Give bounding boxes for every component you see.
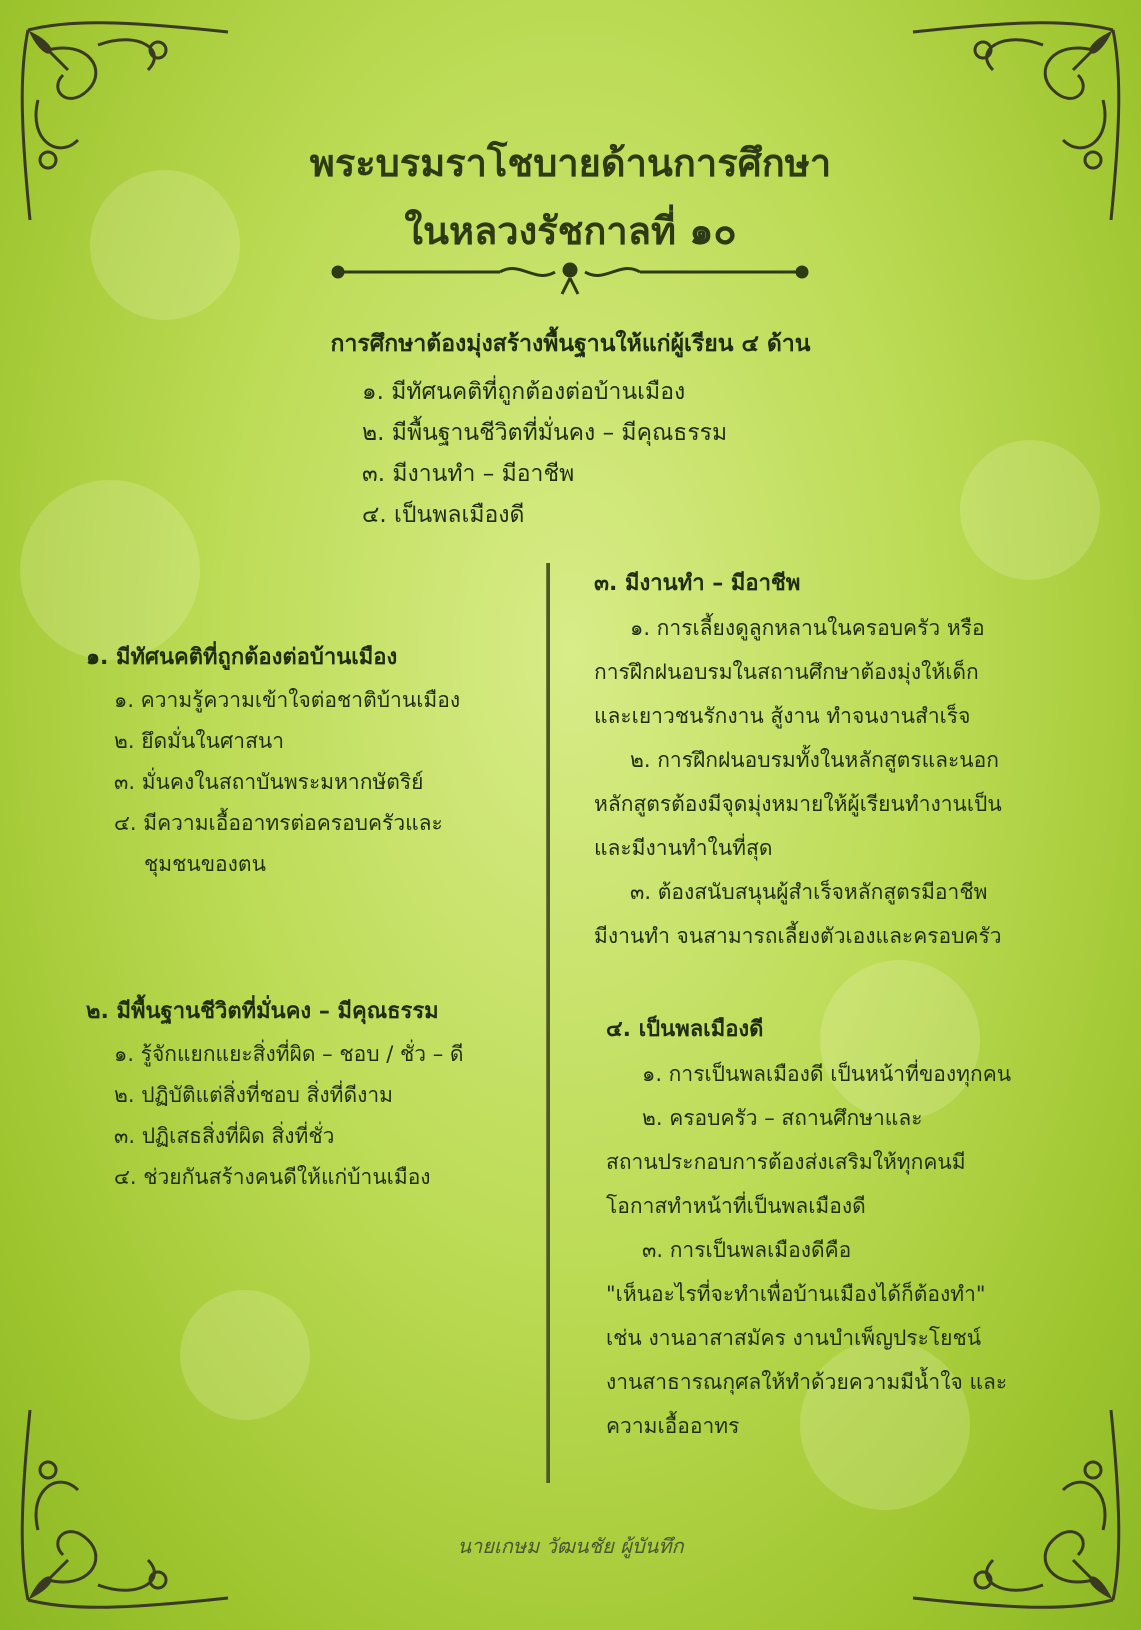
section-4 bbox=[606, 1008, 1076, 1448]
paragraph-line: ๓. ต้องสนับสนุนผู้สำเร็จหลักสูตรมีอาชีพ bbox=[630, 880, 988, 904]
paragraph-line: สถานประกอบการต้องส่งเสริมให้ทุกคนมี bbox=[606, 1150, 966, 1174]
list-item: ๑. รู้จักแยกแยะสิ่งที่ผิด – ชอบ / ชั่ว – ดี bbox=[114, 1042, 464, 1066]
list-item: ๔. ช่วยกันสร้างคนดีให้แก่บ้านเมือง bbox=[114, 1165, 431, 1189]
intro-heading: การศึกษาต้องมุ่งสร้างพื้นฐานให้แก่ผู้เรียน ๔ ด้าน bbox=[330, 331, 811, 357]
intro-list bbox=[362, 372, 962, 536]
paragraph-line: ๒. การฝึกฝนอบรมทั้งในหลักสูตรและนอก bbox=[630, 748, 999, 772]
intro-section bbox=[0, 326, 1141, 528]
divider-ornament bbox=[330, 258, 810, 298]
paragraph-line: ๓. การเป็นพลเมืองดีคือ bbox=[642, 1238, 852, 1262]
column-divider bbox=[546, 563, 550, 1483]
paragraph-line: งานสาธารณกุศลให้ทำด้วยความมีน้ำใจ และ bbox=[606, 1370, 1008, 1394]
bokeh-light bbox=[960, 440, 1100, 580]
list-item: ๑. ความรู้ความเข้าใจต่อชาติบ้านเมือง bbox=[114, 688, 461, 712]
list-item: ๓. มั่นคงในสถาบันพระมหากษัตริย์ bbox=[114, 770, 424, 794]
paragraph-line: มีงานทำ จนสามารถเลี้ยงตัวเองและครอบครัว bbox=[594, 924, 1002, 948]
section-heading: ๑. มีทัศนคติที่ถูกต้องต่อบ้านเมือง bbox=[86, 645, 398, 670]
list-item: ชุมชนของตน bbox=[144, 852, 266, 876]
paragraph-line: ๒. ครอบครัว – สถานศึกษาและ bbox=[642, 1106, 923, 1130]
paragraph-line: ความเอื้ออาทร bbox=[606, 1414, 740, 1438]
list-item: ๔. เป็นพลเมืองดี bbox=[362, 502, 525, 528]
list-item: ๓. ปฏิเสธสิ่งที่ผิด สิ่งที่ชั่ว bbox=[114, 1124, 335, 1148]
corner-ornament-bottom-left bbox=[8, 1390, 258, 1620]
section-2 bbox=[86, 990, 536, 1198]
section-heading: ๓. มีงานทำ – มีอาชีพ bbox=[594, 571, 801, 596]
paragraph-line: "เห็นอะไรที่จะทำเพื่อบ้านเมืองได้ก็ต้องทำ" bbox=[606, 1282, 986, 1306]
page-subtitle: ในหลวงรัชกาลที่ ๑๐ bbox=[404, 208, 737, 253]
list-item: ๒. ปฏิบัติแต่สิ่งที่ชอบ สิ่งที่ดีงาม bbox=[114, 1083, 393, 1107]
list-item: ๓. มีงานทำ – มีอาชีพ bbox=[362, 461, 575, 487]
list-item: ๔. มีความเอื้ออาทรต่อครอบครัวและ bbox=[114, 811, 443, 835]
section-1 bbox=[86, 636, 536, 885]
author-credit: นายเกษม วัฒนชัย ผู้บันทึก bbox=[457, 1534, 684, 1558]
list-item: ๑. มีทัศนคติที่ถูกต้องต่อบ้านเมือง bbox=[362, 379, 686, 405]
section-heading: ๔. เป็นพลเมืองดี bbox=[606, 1017, 764, 1042]
paragraph-line: และเยาวชนรักงาน สู้งาน ทำจนงานสำเร็จ bbox=[594, 704, 971, 728]
paragraph-line: และมีงานทำในที่สุด bbox=[594, 836, 773, 860]
paragraph-line: โอกาสทำหน้าที่เป็นพลเมืองดี bbox=[606, 1194, 866, 1218]
bokeh-light bbox=[20, 480, 200, 660]
paragraph-line: การฝึกฝนอบรมในสถานศึกษาต้องมุ่งให้เด็ก bbox=[594, 660, 979, 684]
list-item: ๒. ยึดมั่นในศาสนา bbox=[114, 729, 285, 753]
paragraph-line: ๑. การเป็นพลเมืองดี เป็นหน้าที่ของทุกคน bbox=[642, 1062, 1012, 1086]
section-heading: ๒. มีพื้นฐานชีวิตที่มั่นคง – มีคุณธรรม bbox=[86, 999, 439, 1024]
paragraph-line: ๑. การเลี้ยงดูลูกหลานในครอบครัว หรือ bbox=[630, 616, 985, 640]
page-title: พระบรมราโชบายด้านการศึกษา bbox=[309, 140, 832, 185]
list-item: ๒. มีพื้นฐานชีวิตที่มั่นคง – มีคุณธรรม bbox=[362, 420, 728, 446]
section-3 bbox=[594, 562, 1064, 958]
paragraph-line: เช่น งานอาสาสมัคร งานบำเพ็ญประโยชน์ bbox=[606, 1326, 982, 1350]
paragraph-line: หลักสูตรต้องมีจุดมุ่งหมายให้ผู้เรียนทำงานเป็น bbox=[594, 792, 1002, 816]
